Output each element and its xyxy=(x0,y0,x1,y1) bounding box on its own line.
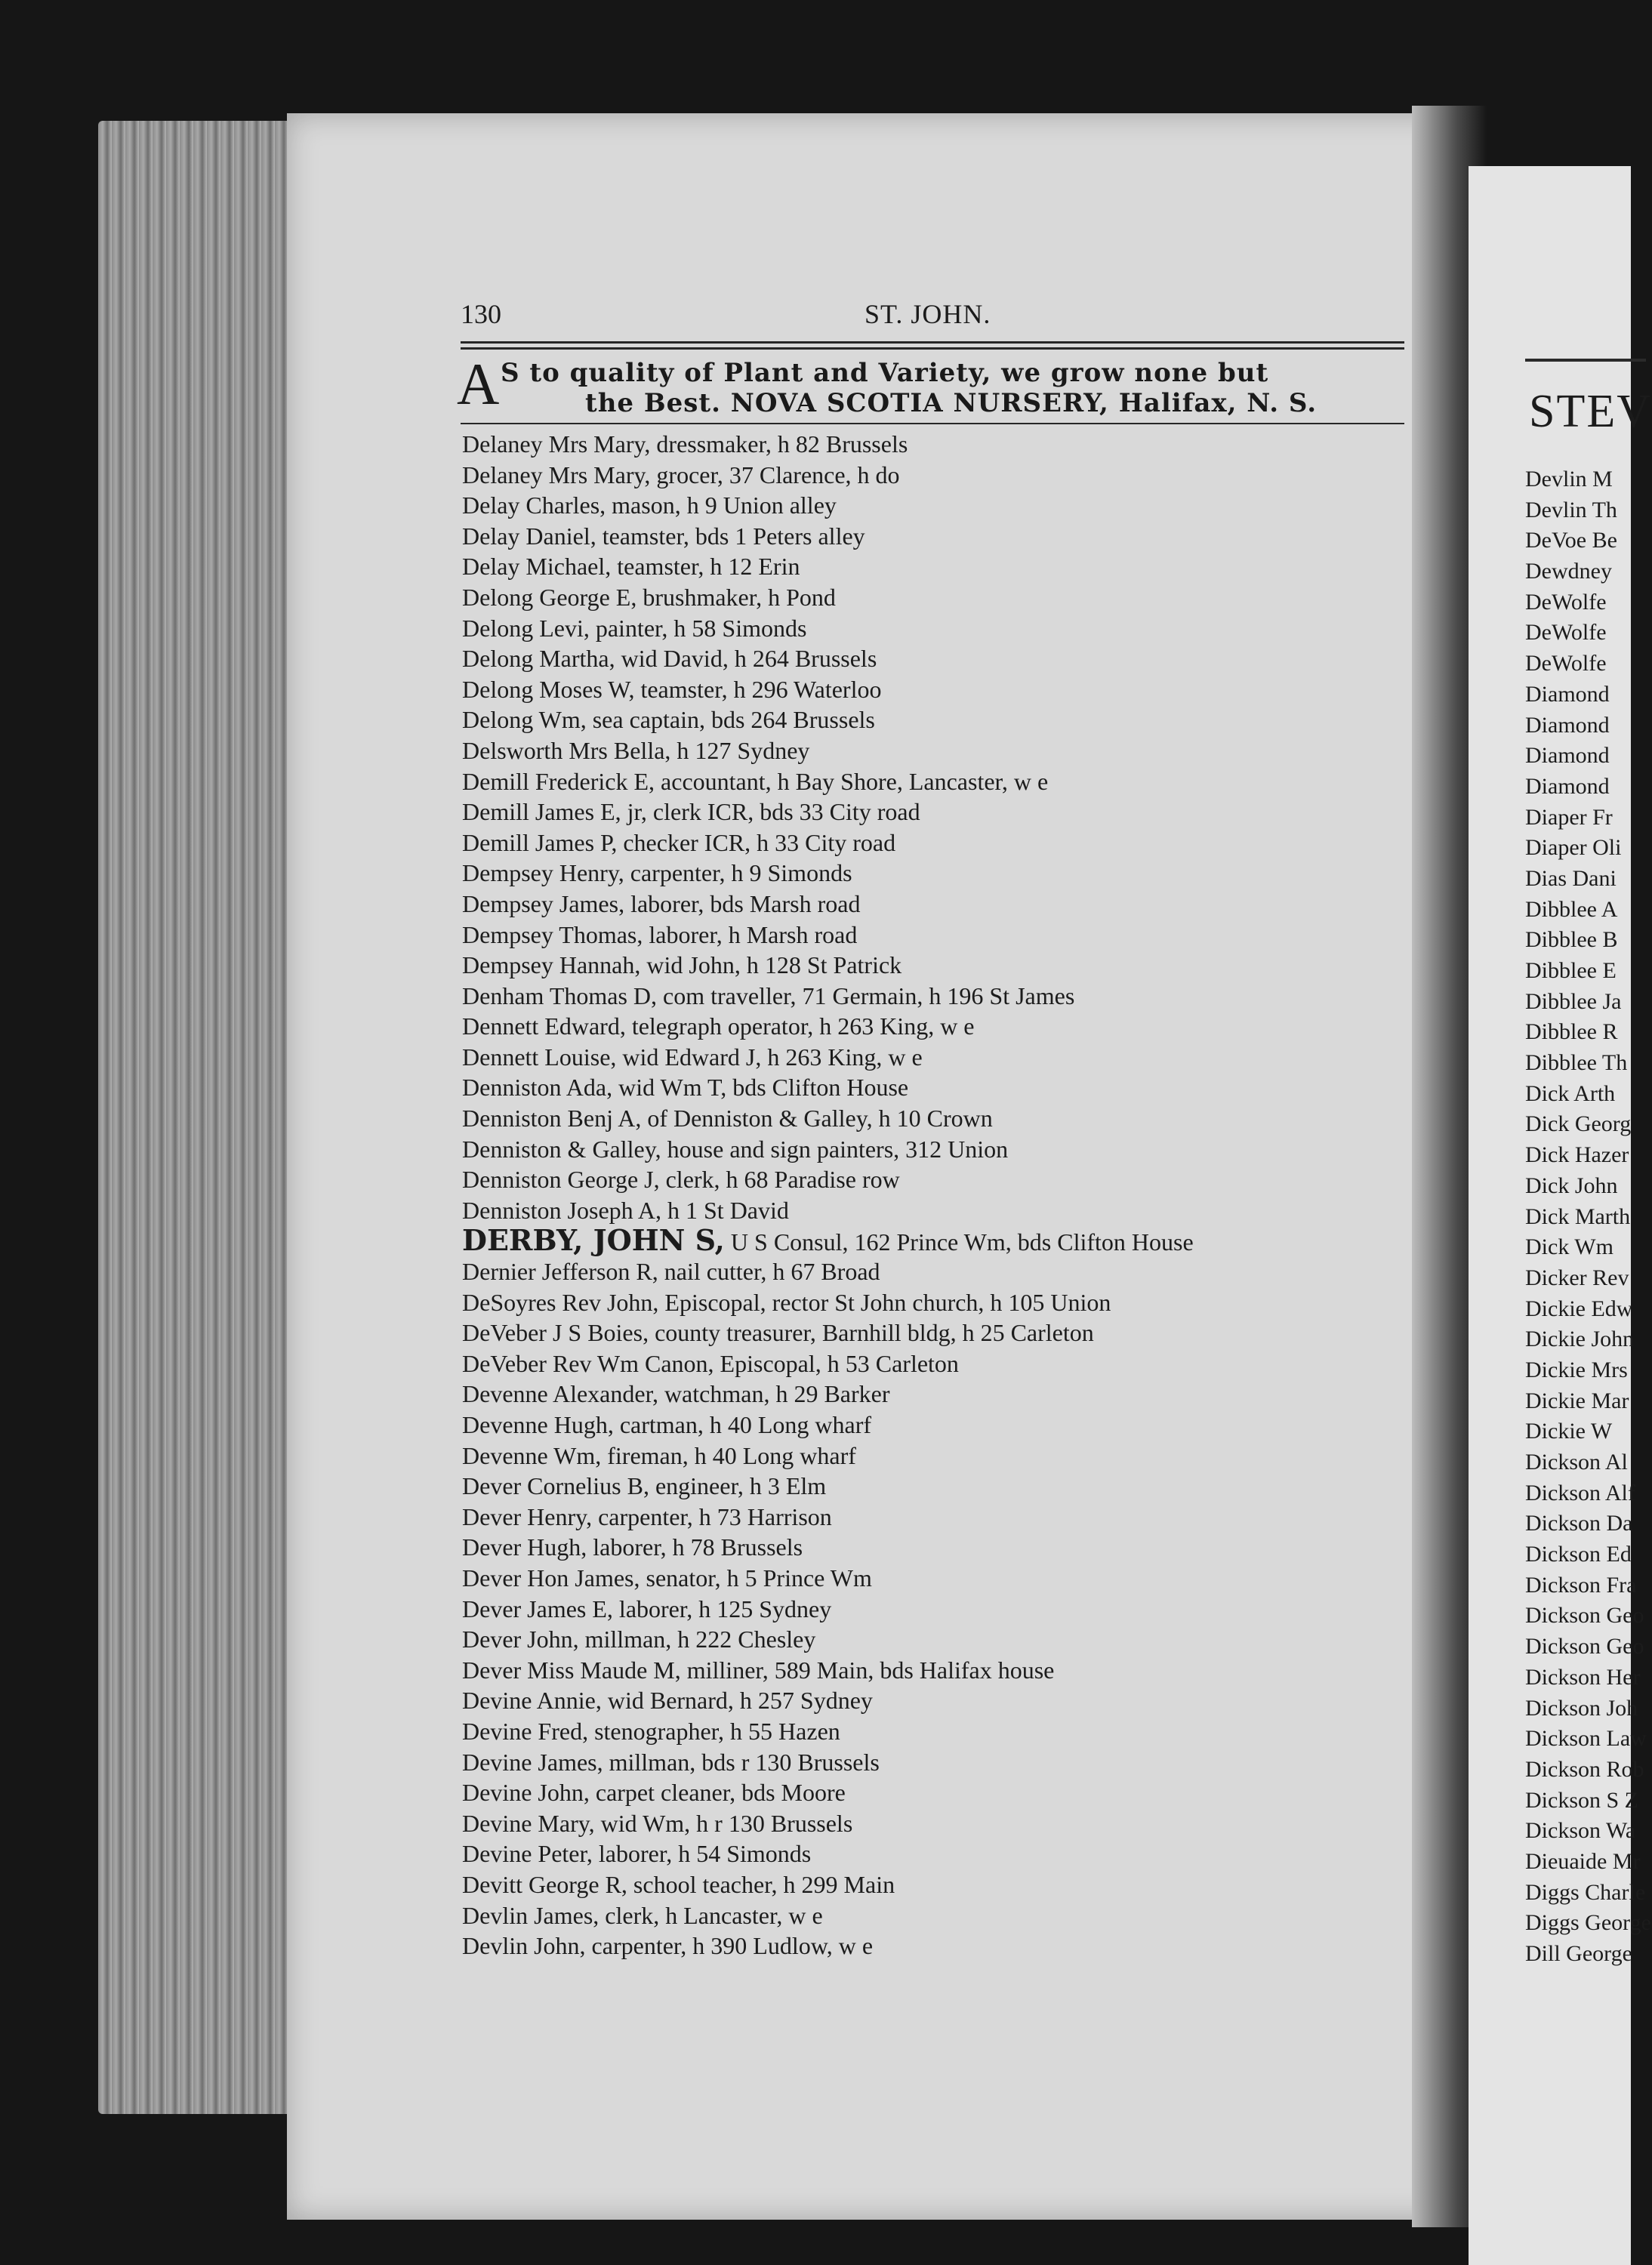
directory-entry xyxy=(462,858,1398,889)
facing-page-entry: DeWolfe xyxy=(1525,620,1607,646)
facing-page-entry: Dewdney xyxy=(1525,559,1612,584)
directory-entry xyxy=(462,1134,1398,1165)
entry-text: Denniston Benj A, of Denniston & Galley, h 10 Crown xyxy=(462,1105,993,1132)
entry-text: Denham Thomas D, com traveller, 71 Germain, h 196 St James xyxy=(462,982,1075,1009)
directory-entry xyxy=(462,460,1398,491)
facing-page-entry: Dibblee E xyxy=(1525,958,1617,983)
directory-entry xyxy=(462,981,1398,1012)
facing-page-entry: Dick Marth xyxy=(1525,1203,1631,1229)
facing-page-entry: Dickie Mrs xyxy=(1525,1357,1628,1382)
directory-entry xyxy=(462,1777,1398,1808)
directory-entry xyxy=(462,1900,1398,1931)
facing-page-entry: Dickson Fra xyxy=(1525,1572,1637,1598)
directory-entry xyxy=(462,1410,1398,1441)
directory-entry xyxy=(462,1256,1398,1287)
facing-page-entry: Dibblee B xyxy=(1525,927,1618,953)
entry-text: DeVeber Rev Wm Canon, Episcopal, h 53 Carleton xyxy=(462,1349,959,1377)
ad-line-1: S to quality of Plant and Variety, we grow none but xyxy=(501,358,1269,388)
facing-page-entry: Dibblee Th xyxy=(1525,1050,1628,1076)
facing-page-entry: Dill George xyxy=(1525,1941,1632,1966)
directory-entry xyxy=(462,1042,1398,1073)
facing-page-entries xyxy=(1525,464,1651,1970)
facing-page-entry: Diamond xyxy=(1525,681,1610,707)
entry-text: Demill James E, jr, clerk ICR, bds 33 City road xyxy=(462,798,920,826)
facing-page-entry: Dickson Joh xyxy=(1525,1695,1638,1721)
header-rule-top xyxy=(461,341,1404,344)
entry-text: Dennett Louise, wid Edward J, h 263 King, w e xyxy=(462,1043,923,1071)
facing-page-entry: Dickie John xyxy=(1525,1327,1635,1352)
entry-text: Dever Cornelius B, engineer, h 3 Elm xyxy=(462,1472,827,1500)
directory-entry xyxy=(462,1931,1398,1961)
directory-entry xyxy=(462,950,1398,981)
directory-entry xyxy=(462,1103,1398,1134)
entry-text: Devenne Hugh, cartman, h 40 Long wharf xyxy=(462,1411,872,1438)
directory-entry xyxy=(462,889,1398,920)
directory-entry xyxy=(462,582,1398,613)
entry-text: Delsworth Mrs Bella, h 127 Sydney xyxy=(462,736,810,764)
facing-page-entry: Dibblee A xyxy=(1525,896,1618,922)
directory-entry xyxy=(462,1164,1398,1195)
facing-page-entry: Diamond xyxy=(1525,712,1610,738)
directory-entry xyxy=(462,1348,1398,1379)
directory-entry xyxy=(462,797,1398,827)
entry-text: Delay Charles, mason, h 9 Union alley xyxy=(462,492,837,519)
facing-page-entry: DeWolfe xyxy=(1525,651,1607,676)
page-number: 130 xyxy=(461,299,501,329)
directory-entry xyxy=(462,1072,1398,1103)
entry-text: Dever James E, laborer, h 125 Sydney xyxy=(462,1595,832,1622)
entry-text: Devine James, millman, bds r 130 Brussels xyxy=(462,1748,880,1776)
facing-page-entry: Dickson Geo xyxy=(1525,1634,1644,1659)
directory-entry xyxy=(462,643,1398,674)
directory-entry xyxy=(462,1502,1398,1533)
entry-text: Delay Michael, teamster, h 12 Erin xyxy=(462,553,800,581)
facing-page-entry: Diamond xyxy=(1525,743,1610,769)
entry-text: Devine Annie, wid Bernard, h 257 Sydney xyxy=(462,1687,873,1715)
directory-entries xyxy=(462,429,1398,1961)
entry-text: Delaney Mrs Mary, dressmaker, h 82 Brussels xyxy=(462,430,908,458)
directory-entry xyxy=(462,674,1398,705)
entry-text: Devine John, carpet cleaner, bds Moore xyxy=(462,1779,846,1807)
directory-entry xyxy=(462,1838,1398,1869)
facing-page-entry: Dickson Ed xyxy=(1525,1542,1632,1567)
entry-text: DeSoyres Rev John, Episcopal, rector St John church, h 105 Union xyxy=(462,1288,1111,1316)
entry-text: Devitt George R, school teacher, h 299 Main xyxy=(462,1870,895,1898)
directory-entry xyxy=(462,521,1398,552)
ad-rule xyxy=(461,423,1404,424)
facing-page-entry: Dick Arth xyxy=(1525,1080,1616,1106)
facing-page-entry: Dickson Al xyxy=(1525,1450,1628,1475)
entry-text: Devenne Wm, fireman, h 40 Long wharf xyxy=(462,1441,856,1469)
facing-page-entry: Dickson Da xyxy=(1525,1511,1633,1536)
facing-page-entry: Dickson Law xyxy=(1525,1726,1647,1752)
directory-entry xyxy=(462,827,1398,858)
directory-entry xyxy=(462,1441,1398,1471)
facing-page-entry: Diaper Oli xyxy=(1525,835,1622,861)
directory-entry xyxy=(462,735,1398,766)
entry-text: Denniston & Galley, house and sign painters, 312 Union xyxy=(462,1135,1009,1163)
directory-entry xyxy=(462,1532,1398,1563)
directory-entry xyxy=(462,1869,1398,1900)
entry-text: Devenne Alexander, watchman, h 29 Barker xyxy=(462,1380,890,1408)
directory-entry xyxy=(462,1685,1398,1716)
entry-text: Denniston Joseph A, h 1 St David xyxy=(462,1196,789,1224)
directory-entry xyxy=(462,490,1398,521)
entry-text: Devine Peter, laborer, h 54 Simonds xyxy=(462,1840,812,1868)
directory-entry xyxy=(462,1563,1398,1594)
facing-page-entry: Dick Georg xyxy=(1525,1111,1632,1137)
facing-page-entry: Dickson Alf xyxy=(1525,1480,1635,1505)
facing-page-entry: Dieuaide Mr xyxy=(1525,1848,1641,1874)
entry-text: DeVeber J S Boies, county treasurer, Barnhill bldg, h 25 Carleton xyxy=(462,1319,1094,1347)
entry-text: Delong George E, brushmaker, h Pond xyxy=(462,583,836,611)
facing-page-entry: Dick Hazer xyxy=(1525,1142,1629,1168)
directory-entry xyxy=(462,920,1398,951)
facing-page-entry: Diamond xyxy=(1525,773,1610,799)
entry-text: Devlin John, carpenter, h 390 Ludlow, w e xyxy=(462,1932,874,1960)
facing-page-entry: Dickson Her xyxy=(1525,1664,1641,1690)
entry-text: Delay Daniel, teamster, bds 1 Peters alley xyxy=(462,522,865,550)
directory-entry xyxy=(462,1225,1398,1256)
facing-page-entry: Dibblee Ja xyxy=(1525,988,1622,1014)
facing-page-rule xyxy=(1525,359,1646,362)
facing-page-entry: Dibblee R xyxy=(1525,1019,1618,1045)
directory-entry xyxy=(462,1624,1398,1655)
facing-page-entry: Dicker Rev xyxy=(1525,1265,1629,1290)
directory-entry xyxy=(462,613,1398,644)
facing-page-entry: DeVoe Be xyxy=(1525,528,1617,553)
entry-text: Devine Mary, wid Wm, h r 130 Brussels xyxy=(462,1809,853,1837)
facing-page-entry: Diaper Fr xyxy=(1525,804,1613,830)
entry-text: Dempsey Henry, carpenter, h 9 Simonds xyxy=(462,859,852,887)
entry-text: Devlin James, clerk, h Lancaster, w e xyxy=(462,1901,823,1929)
ad-initial-letter: A xyxy=(457,351,500,417)
entry-text: Dever Hugh, laborer, h 78 Brussels xyxy=(462,1533,803,1561)
entry-text: Dempsey Hannah, wid John, h 128 St Patrick xyxy=(462,951,902,979)
entry-text: Denniston Ada, wid Wm T, bds Clifton House xyxy=(462,1074,909,1102)
directory-entry xyxy=(462,1716,1398,1747)
entry-text: Demill Frederick E, accountant, h Bay Shore, Lancaster, w e xyxy=(462,767,1049,795)
facing-page-entry: Dias Dani xyxy=(1525,865,1617,891)
directory-entry xyxy=(462,1195,1398,1226)
directory-entry xyxy=(462,551,1398,582)
facing-page-entry: Dickie W xyxy=(1525,1419,1613,1444)
entry-text: U S Consul, 162 Prince Wm, bds Clifton House xyxy=(724,1228,1194,1256)
facing-page-entry: Diggs George xyxy=(1525,1910,1651,1936)
directory-entry xyxy=(462,1655,1398,1686)
directory-entry xyxy=(462,1747,1398,1778)
entry-text: Delong Moses W, teamster, h 296 Waterloo xyxy=(462,675,882,703)
directory-entry xyxy=(462,1594,1398,1625)
page-header xyxy=(461,298,1404,336)
nursery-advertisement xyxy=(457,351,1408,423)
entry-text: Dernier Jefferson R, nail cutter, h 67 Broad xyxy=(462,1258,880,1286)
facing-page-entry: Devlin M xyxy=(1525,467,1613,492)
entry-text: Dever Miss Maude M, milliner, 589 Main, bds Halifax house xyxy=(462,1656,1055,1684)
facing-page-entry: Dickson Wa xyxy=(1525,1818,1636,1844)
facing-page-entry: Dick Wm xyxy=(1525,1234,1613,1260)
directory-entry xyxy=(462,1011,1398,1042)
facing-page-entry: Dickie Mar xyxy=(1525,1388,1629,1413)
facing-page-entry: Dickson S Z xyxy=(1525,1787,1638,1813)
facing-page-entry: Diggs Charle xyxy=(1525,1879,1646,1905)
facing-page-entry: Dick John xyxy=(1525,1173,1618,1198)
directory-entry xyxy=(462,766,1398,797)
entry-text: Devine Fred, stenographer, h 55 Hazen xyxy=(462,1717,840,1745)
facing-page-heading: STEV xyxy=(1529,386,1652,437)
directory-entry xyxy=(462,1471,1398,1502)
facing-page-entry: Dickson Geo xyxy=(1525,1603,1644,1629)
facing-page xyxy=(1469,166,1652,2265)
facing-page-entry: Devlin Th xyxy=(1525,497,1617,522)
directory-entry xyxy=(462,1808,1398,1839)
entry-text: Dempsey Thomas, laborer, h Marsh road xyxy=(462,920,858,948)
running-head: ST. JOHN. xyxy=(865,299,991,329)
directory-entry xyxy=(462,704,1398,735)
entry-text: Delong Martha, wid David, h 264 Brussels xyxy=(462,645,877,673)
entry-text: Dennett Edward, telegraph operator, h 263 King, w e xyxy=(462,1012,975,1040)
entry-text: Dever John, millman, h 222 Chesley xyxy=(462,1626,816,1653)
ad-line-2: the Best. NOVA SCOTIA NURSERY, Halifax, N. S. xyxy=(585,388,1318,418)
entry-text: Delaney Mrs Mary, grocer, 37 Clarence, h do xyxy=(462,461,900,488)
entry-text: Delong Levi, painter, h 58 Simonds xyxy=(462,614,807,642)
entry-text: Denniston George J, clerk, h 68 Paradise row xyxy=(462,1166,900,1194)
header-rule-bottom xyxy=(461,347,1404,350)
directory-entry xyxy=(462,429,1398,460)
directory-entry xyxy=(462,1379,1398,1410)
facing-page-entry: Dickie Edw xyxy=(1525,1296,1633,1321)
facing-page-entry: DeWolfe xyxy=(1525,589,1607,615)
entry-text: Dever Henry, carpenter, h 73 Harrison xyxy=(462,1502,832,1530)
entry-text: Delong Wm, sea captain, bds 264 Brussels xyxy=(462,706,875,734)
entry-text: Demill James P, checker ICR, h 33 City road xyxy=(462,828,896,856)
directory-entry xyxy=(462,1317,1398,1348)
entry-text: Dever Hon James, senator, h 5 Prince Wm xyxy=(462,1564,872,1592)
directory-entry xyxy=(462,1287,1398,1318)
entry-text: Dempsey James, laborer, bds Marsh road xyxy=(462,889,861,917)
entry-bold-name: DERBY, JOHN S, xyxy=(462,1223,725,1258)
facing-page-entry: Dickson Rob xyxy=(1525,1756,1644,1782)
